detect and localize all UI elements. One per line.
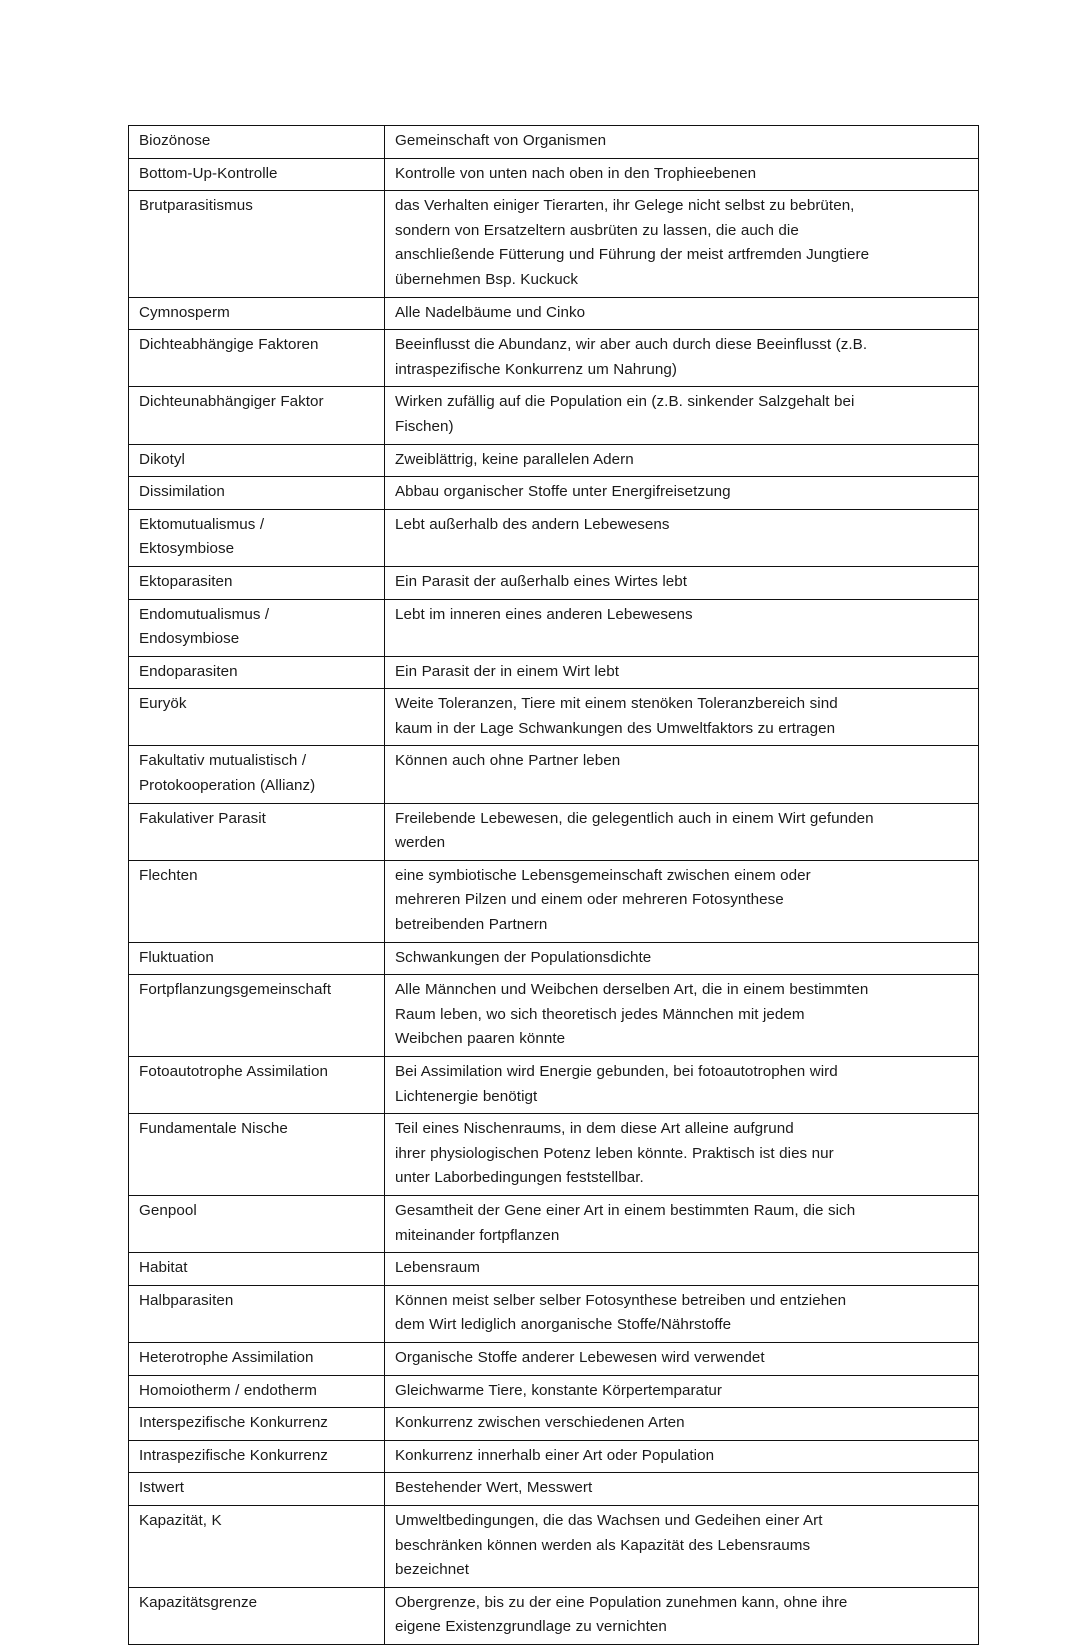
glossary-table [128, 125, 979, 1645]
glossary-definition-cell [385, 1473, 979, 1506]
glossary-definition-cell [385, 1057, 979, 1114]
glossary-term-cell [129, 746, 385, 803]
glossary-term-line: Endomutualismus / [139, 605, 270, 623]
table-row [129, 191, 979, 297]
glossary-definition-line: Bei Assimilation wird Energie gebunden, bei fotoautotrophen wird [395, 1063, 838, 1080]
glossary-term-line: Homoiotherm / endotherm [139, 1381, 317, 1399]
glossary-definition-line: Bestehender Wert, Messwert [395, 1479, 593, 1497]
glossary-definition-line: betreibenden Partnern [395, 916, 548, 934]
glossary-definition-cell [385, 1195, 979, 1252]
glossary-term-cell [129, 566, 385, 599]
glossary-definition-line: Raum leben, wo sich theoretisch jedes Männchen mit jedem [395, 1005, 805, 1023]
glossary-term-cell [129, 1505, 385, 1587]
table-row [129, 566, 979, 599]
glossary-term-cell [129, 942, 385, 975]
glossary-term-cell [129, 444, 385, 477]
glossary-term-cell [129, 191, 385, 297]
glossary-definition-cell [385, 1408, 979, 1441]
glossary-definition-cell [385, 942, 979, 975]
glossary-definition-line: beschränken können werden als Kapazität des Lebensraums [395, 1536, 811, 1554]
glossary-term-line: Heterotrophe Assimilation [139, 1348, 314, 1366]
glossary-term-cell [129, 656, 385, 689]
glossary-term-cell [129, 1375, 385, 1408]
glossary-term-line: Cymnosperm [139, 303, 230, 321]
glossary-definition-line: Zweiblättrig, keine parallelen Adern [395, 450, 634, 468]
glossary-definition-line [395, 774, 970, 799]
table-row [129, 1587, 979, 1644]
table-row [129, 1195, 979, 1252]
table-row [129, 1057, 979, 1114]
glossary-term-cell [129, 803, 385, 860]
glossary-definition-cell [385, 330, 979, 387]
table-row [129, 1408, 979, 1441]
glossary-definition-line: Lichtenergie benötigt [395, 1087, 538, 1105]
glossary-definition-line: Abbau organischer Stoffe unter Energifreisetzung [395, 483, 731, 501]
table-row [129, 975, 979, 1057]
glossary-term-line: Dikotyl [139, 450, 185, 468]
glossary-definition-line [395, 537, 970, 562]
glossary-definition-line: Umweltbedingungen, die das Wachsen und Gedeihen einer Art [395, 1511, 823, 1529]
glossary-term-cell [129, 297, 385, 330]
glossary-definition-line: Lebensraum [395, 1259, 480, 1277]
glossary-definition-line: Lebt außerhalb des andern Lebewesens [395, 515, 670, 533]
glossary-term-cell [129, 158, 385, 191]
glossary-term-line: Kapazitätsgrenze [139, 1593, 258, 1611]
table-row [129, 1285, 979, 1342]
glossary-term-line: Ektosymbiose [139, 540, 235, 558]
glossary-definition-cell [385, 746, 979, 803]
glossary-definition-cell [385, 509, 979, 566]
glossary-term-line: Protokooperation (Allianz) [139, 777, 316, 795]
glossary-table-body [129, 126, 979, 1645]
glossary-term-line: Ektomutualismus / [139, 515, 265, 533]
glossary-definition-line: ihrer physiologischen Potenz leben könnte. Praktisch ist dies nur [395, 1144, 834, 1162]
table-row [129, 746, 979, 803]
glossary-term-cell [129, 1473, 385, 1506]
table-row [129, 1375, 979, 1408]
glossary-definition-cell [385, 1440, 979, 1473]
table-row [129, 477, 979, 510]
glossary-term-line: Interspezifische Konkurrenz [139, 1414, 328, 1432]
glossary-term-line: Fundamentale Nische [139, 1120, 288, 1138]
glossary-definition-cell [385, 191, 979, 297]
glossary-definition-line: Ein Parasit der in einem Wirt lebt [395, 662, 620, 680]
table-row [129, 689, 979, 746]
glossary-term-line: Endoparasiten [139, 662, 238, 680]
table-row [129, 158, 979, 191]
glossary-term-line: Euryök [139, 695, 187, 713]
glossary-definition-line: Weite Toleranzen, Tiere mit einem stenöken Toleranzbereich sind [395, 695, 838, 713]
glossary-term-line: Fakulativer Parasit [139, 809, 266, 827]
glossary-definition-cell [385, 444, 979, 477]
table-row [129, 1505, 979, 1587]
glossary-definition-line: das Verhalten einiger Tierarten, ihr Gelege nicht selbst zu bebrüten, [395, 197, 855, 215]
glossary-definition-cell [385, 1587, 979, 1644]
glossary-definition-cell [385, 126, 979, 159]
glossary-term-cell [129, 126, 385, 159]
glossary-term-cell [129, 509, 385, 566]
glossary-term-line: Dichteunabhängiger Faktor [139, 393, 324, 411]
glossary-term-cell [129, 330, 385, 387]
table-row [129, 509, 979, 566]
glossary-term-cell [129, 1408, 385, 1441]
glossary-definition-line: Gesamtheit der Gene einer Art in einem bestimmten Raum, die sich [395, 1201, 856, 1219]
glossary-term-cell [129, 1195, 385, 1252]
glossary-definition-line: eine symbiotische Lebensgemeinschaft zwischen einem oder [395, 866, 811, 884]
glossary-definition-line: Weibchen paaren könnte [395, 1030, 566, 1048]
glossary-definition-line: anschließende Fütterung und Führung der meist artfremden Jungtiere [395, 246, 870, 264]
glossary-definition-cell [385, 599, 979, 656]
glossary-term-line: Fluktuation [139, 948, 214, 966]
glossary-definition-cell [385, 1342, 979, 1375]
glossary-definition-cell [385, 1375, 979, 1408]
glossary-definition-cell [385, 1253, 979, 1286]
glossary-definition-line: Gemeinschaft von Organismen [395, 132, 607, 149]
glossary-definition-cell [385, 689, 979, 746]
glossary-definition-line: Alle Männchen und Weibchen derselben Art, die in einem bestimmten [395, 981, 869, 999]
glossary-term-line: Flechten [139, 866, 198, 884]
glossary-definition-cell [385, 860, 979, 942]
glossary-term-line: Intraspezifische Konkurrenz [139, 1446, 328, 1464]
glossary-term-line: Ektoparasiten [139, 572, 233, 590]
glossary-term-cell [129, 1114, 385, 1196]
glossary-definition-line: Gleichwarme Tiere, konstante Körpertemparatur [395, 1381, 722, 1399]
glossary-term-cell [129, 1587, 385, 1644]
table-row [129, 297, 979, 330]
glossary-term-line: Endosymbiose [139, 630, 240, 648]
glossary-term-cell [129, 1342, 385, 1375]
glossary-term-line: Fakultativ mutualistisch / [139, 752, 307, 770]
glossary-term-cell [129, 975, 385, 1057]
glossary-definition-line: übernehmen Bsp. Kuckuck [395, 270, 579, 288]
glossary-definition-cell [385, 1114, 979, 1196]
table-row [129, 444, 979, 477]
glossary-definition-line: mehreren Pilzen und einem oder mehreren Fotosynthese [395, 891, 784, 909]
glossary-definition-line: Konkurrenz innerhalb einer Art oder Population [395, 1446, 715, 1464]
glossary-definition-line: Alle Nadelbäume und Cinko [395, 303, 586, 321]
glossary-definition-cell [385, 1285, 979, 1342]
glossary-term-cell [129, 860, 385, 942]
glossary-definition-line: miteinander fortpflanzen [395, 1226, 560, 1244]
glossary-definition-cell [385, 477, 979, 510]
table-row [129, 1342, 979, 1375]
table-row [129, 1114, 979, 1196]
glossary-definition-cell [385, 1505, 979, 1587]
glossary-term-line: Habitat [139, 1259, 188, 1277]
table-row [129, 599, 979, 656]
glossary-definition-line: Fischen) [395, 417, 454, 435]
glossary-definition-line: intraspezifische Konkurrenz um Nahrung) [395, 360, 677, 378]
glossary-term-cell [129, 387, 385, 444]
glossary-definition-cell [385, 656, 979, 689]
table-row [129, 387, 979, 444]
glossary-term-cell [129, 1440, 385, 1473]
glossary-term-line: Biozönose [139, 132, 211, 149]
glossary-definition-cell [385, 387, 979, 444]
glossary-term-line: Fotoautotrophe Assimilation [139, 1063, 328, 1080]
table-row [129, 1473, 979, 1506]
glossary-term-line: Brutparasitismus [139, 197, 253, 215]
glossary-term-line: Genpool [139, 1201, 197, 1219]
glossary-definition-line: Konkurrenz zwischen verschiedenen Arten [395, 1414, 685, 1432]
glossary-definition-line: Können auch ohne Partner leben [395, 752, 621, 770]
glossary-definition-line: Beeinflusst die Abundanz, wir aber auch durch diese Beeinflusst (z.B. [395, 336, 868, 354]
table-row [129, 126, 979, 159]
table-row [129, 803, 979, 860]
glossary-definition-line: bezeichnet [395, 1561, 469, 1579]
glossary-term-line: Dissimilation [139, 483, 225, 501]
glossary-definition-line: sondern von Ersatzeltern ausbrüten zu lassen, die auch die [395, 221, 799, 239]
glossary-definition-cell [385, 975, 979, 1057]
glossary-term-cell [129, 1057, 385, 1114]
glossary-definition-line: dem Wirt lediglich anorganische Stoffe/Nährstoffe [395, 1316, 732, 1334]
table-row [129, 1253, 979, 1286]
glossary-definition-line: Kontrolle von unten nach oben in den Trophieebenen [395, 164, 757, 182]
glossary-definition-line: Organische Stoffe anderer Lebewesen wird verwendet [395, 1348, 765, 1366]
glossary-definition-line: kaum in der Lage Schwankungen des Umweltfaktors zu ertragen [395, 719, 836, 737]
glossary-definition-line: Ein Parasit der außerhalb eines Wirtes lebt [395, 572, 688, 590]
glossary-definition-line: werden [395, 834, 446, 852]
glossary-term-cell [129, 1285, 385, 1342]
glossary-definition-line: Lebt im inneren eines anderen Lebewesens [395, 605, 693, 623]
glossary-definition-cell [385, 158, 979, 191]
glossary-term-line: Istwert [139, 1479, 185, 1497]
glossary-term-cell [129, 477, 385, 510]
glossary-definition-line: unter Laborbedingungen feststellbar. [395, 1169, 644, 1187]
glossary-definition-line: Wirken zufällig auf die Population ein (z.B. sinkender Salzgehalt bei [395, 393, 855, 411]
glossary-definition-cell [385, 803, 979, 860]
glossary-definition-line: eigene Existenzgrundlage zu vernichten [395, 1618, 667, 1636]
glossary-definition-line: Teil eines Nischenraums, in dem diese Art alleine aufgrund [395, 1120, 794, 1138]
glossary-definition-cell [385, 566, 979, 599]
glossary-definition-line [395, 627, 970, 652]
table-row [129, 860, 979, 942]
glossary-definition-line: Schwankungen der Populationsdichte [395, 948, 652, 966]
glossary-definition-line: Obergrenze, bis zu der eine Population zunehmen kann, ohne ihre [395, 1593, 848, 1611]
glossary-term-cell [129, 1253, 385, 1286]
glossary-term-cell [129, 689, 385, 746]
glossary-definition-cell [385, 297, 979, 330]
glossary-term-cell [129, 599, 385, 656]
table-row [129, 656, 979, 689]
glossary-term-line: Fortpflanzungsgemeinschaft [139, 981, 332, 999]
glossary-term-line: Halbparasiten [139, 1291, 234, 1309]
glossary-definition-line: Freilebende Lebewesen, die gelegentlich auch in einem Wirt gefunden [395, 809, 874, 827]
glossary-term-line: Kapazität, K [139, 1511, 222, 1529]
glossary-definition-line: Können meist selber selber Fotosynthese betreiben und entziehen [395, 1291, 847, 1309]
table-row [129, 942, 979, 975]
table-row [129, 330, 979, 387]
table-row [129, 1440, 979, 1473]
glossary-term-line: Bottom-Up-Kontrolle [139, 164, 278, 182]
glossary-term-line: Dichteabhängige Faktoren [139, 336, 319, 354]
